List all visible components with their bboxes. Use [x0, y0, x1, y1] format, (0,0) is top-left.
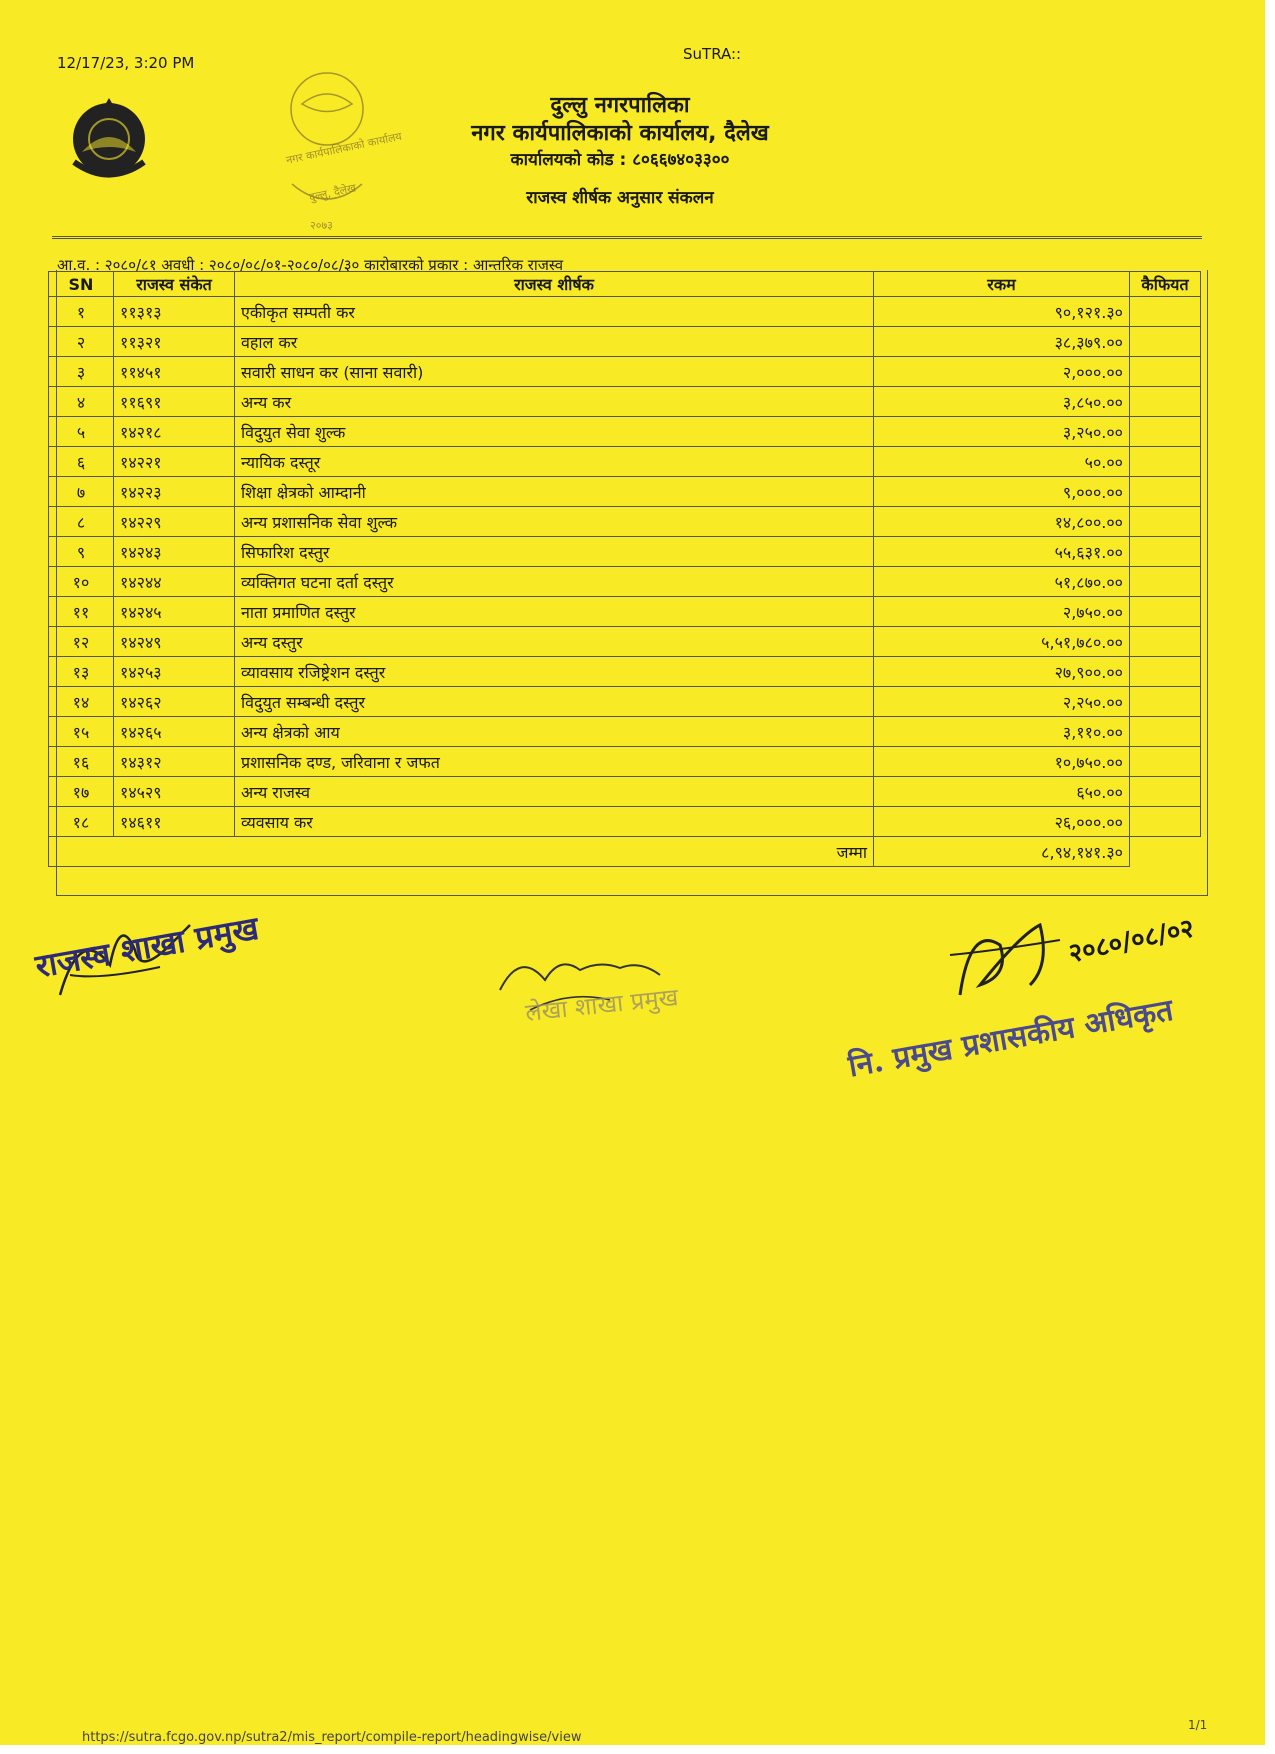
signature-cao: [940, 905, 1080, 1015]
office-code: कार्यालयको कोड : ८०६६७४०३३००: [510, 150, 730, 170]
row-title: अन्य कर: [235, 387, 874, 417]
col-sn: SN: [49, 272, 114, 297]
row-sn: १३: [49, 657, 114, 687]
row-amount: २७,९००.००: [874, 657, 1130, 687]
page-number: 1/1: [1188, 1718, 1208, 1732]
row-code: १४३१२: [114, 747, 235, 777]
row-title: न्यायिक दस्तूर: [235, 447, 874, 477]
row-remarks: [1130, 567, 1201, 597]
row-remarks: [1130, 717, 1201, 747]
row-amount: ३,८५०.००: [874, 387, 1130, 417]
row-title: अन्य राजस्व: [235, 777, 874, 807]
row-code: १४२४९: [114, 627, 235, 657]
row-title: सिफारिश दस्तुर: [235, 537, 874, 567]
total-label: जम्मा: [49, 837, 874, 867]
row-code: १४२१८: [114, 417, 235, 447]
row-title: प्रशासनिक दण्ड, जरिवाना र जफत: [235, 747, 874, 777]
row-code: १४२६५: [114, 717, 235, 747]
row-sn: ५: [49, 417, 114, 447]
row-remarks: [1130, 387, 1201, 417]
office-name: नगर कार्यपालिकाको कार्यालय, दैलेख: [471, 121, 769, 146]
header-divider: [52, 236, 1202, 239]
table-row: [49, 567, 1201, 597]
row-amount: ५१,८७०.००: [874, 567, 1130, 597]
row-amount: ६५०.००: [874, 777, 1130, 807]
row-sn: १५: [49, 717, 114, 747]
stamp-revenue-head: राजस्व शाखा प्रमुख: [32, 908, 262, 986]
total-row: [49, 837, 1201, 867]
table-row: [49, 297, 1201, 327]
row-remarks: [1130, 537, 1201, 567]
row-amount: ३८,३७९.००: [874, 327, 1130, 357]
nepal-emblem-icon: [64, 92, 154, 182]
row-code: १४२५३: [114, 657, 235, 687]
row-amount: ३,२५०.००: [874, 417, 1130, 447]
col-amount: रकम: [874, 272, 1130, 297]
table-row: [49, 807, 1201, 837]
row-amount: ५५,६३१.००: [874, 537, 1130, 567]
table-row: [49, 717, 1201, 747]
row-code: ११३२१: [114, 327, 235, 357]
row-title: सवारी साधन कर (साना सवारी): [235, 357, 874, 387]
table-row: [49, 747, 1201, 777]
row-remarks: [1130, 807, 1201, 837]
row-amount: ५,५१,७८०.००: [874, 627, 1130, 657]
row-sn: १२: [49, 627, 114, 657]
row-remarks: [1130, 357, 1201, 387]
revenue-table: [48, 271, 1201, 867]
row-sn: ६: [49, 447, 114, 477]
row-sn: ७: [49, 477, 114, 507]
table-row: [49, 357, 1201, 387]
report-header: [380, 92, 860, 210]
table-row: [49, 387, 1201, 417]
table-row: [49, 777, 1201, 807]
row-code: १४२२१: [114, 447, 235, 477]
row-title: शिक्षा क्षेत्रको आम्दानी: [235, 477, 874, 507]
row-amount: ९,०००.००: [874, 477, 1130, 507]
table-row: [49, 477, 1201, 507]
row-title: अन्य दस्तुर: [235, 627, 874, 657]
table-row: [49, 627, 1201, 657]
row-remarks: [1130, 447, 1201, 477]
row-sn: २: [49, 327, 114, 357]
row-title: अन्य प्रशासनिक सेवा शुल्क: [235, 507, 874, 537]
row-title: व्यक्तिगत घटना दर्ता दस्तुर: [235, 567, 874, 597]
row-amount: २,२५०.००: [874, 687, 1130, 717]
seal-year: २०७३: [310, 219, 333, 232]
row-remarks: [1130, 657, 1201, 687]
table-row: [49, 507, 1201, 537]
row-code: १४५२९: [114, 777, 235, 807]
col-code: राजस्व संकेत: [114, 272, 235, 297]
row-code: १४६११: [114, 807, 235, 837]
row-code: १४२४३: [114, 537, 235, 567]
stamp-cao: नि. प्रमुख प्रशासकीय अधिकृत: [845, 992, 1176, 1085]
row-remarks: [1130, 507, 1201, 537]
row-code: १४२२९: [114, 507, 235, 537]
row-remarks: [1130, 477, 1201, 507]
row-sn: ८: [49, 507, 114, 537]
table-row: [49, 417, 1201, 447]
row-code: १४२४४: [114, 567, 235, 597]
signature-date: २०८०/०८/०२: [1066, 913, 1197, 970]
total-amount: ८,९४,१४१.३०: [874, 837, 1130, 867]
report-title: राजस्व शीर्षक अनुसार संकलन: [526, 188, 714, 208]
seal-line-office: नगर कार्यपालिकाको कार्यालय: [284, 129, 403, 167]
row-amount: २,७५०.००: [874, 597, 1130, 627]
print-timestamp: 12/17/23, 3:20 PM: [57, 54, 195, 72]
row-sn: ११: [49, 597, 114, 627]
row-remarks: [1130, 777, 1201, 807]
row-remarks: [1130, 747, 1201, 777]
row-code: ११४५१: [114, 357, 235, 387]
row-sn: १०: [49, 567, 114, 597]
row-sn: ९: [49, 537, 114, 567]
stamp-accounts-head: लेखा शाखा प्रमुख: [524, 983, 680, 1027]
col-title: राजस्व शीर्षक: [235, 272, 874, 297]
row-amount: ९०,१२१.३०: [874, 297, 1130, 327]
table-row: [49, 597, 1201, 627]
row-title: एकीकृत सम्पती कर: [235, 297, 874, 327]
footer-url: https://sutra.fcgo.gov.np/sutra2/mis_report/compile-report/headingwise/view: [82, 1730, 582, 1745]
org-name: दुल्लु नगरपालिका: [550, 93, 690, 118]
row-remarks: [1130, 297, 1201, 327]
row-sn: ३: [49, 357, 114, 387]
row-title: अन्य क्षेत्रको आय: [235, 717, 874, 747]
row-remarks: [1130, 417, 1201, 447]
row-code: १४२२३: [114, 477, 235, 507]
table-row: [49, 447, 1201, 477]
row-sn: १६: [49, 747, 114, 777]
row-amount: ५०.००: [874, 447, 1130, 477]
row-remarks: [1130, 597, 1201, 627]
row-title: वहाल कर: [235, 327, 874, 357]
row-title: नाता प्रमाणित दस्तुर: [235, 597, 874, 627]
row-sn: १४: [49, 687, 114, 717]
col-remarks: कैफियत: [1130, 272, 1201, 297]
table-header-row: [49, 272, 1201, 297]
row-amount: ३,११०.००: [874, 717, 1130, 747]
row-amount: १०,७५०.००: [874, 747, 1130, 777]
row-title: विदुयुत सेवा शुल्क: [235, 417, 874, 447]
row-amount: १४,८००.००: [874, 507, 1130, 537]
table-row: [49, 327, 1201, 357]
table-row: [49, 537, 1201, 567]
row-amount: २,०००.००: [874, 357, 1130, 387]
row-amount: २६,०००.००: [874, 807, 1130, 837]
seal-line-place: दुल्लु, दैलेख: [307, 181, 358, 204]
row-remarks: [1130, 687, 1201, 717]
row-code: ११३१३: [114, 297, 235, 327]
row-title: व्यावसाय रजिष्ट्रेशन दस्तुर: [235, 657, 874, 687]
row-sn: १८: [49, 807, 114, 837]
row-code: १४२४५: [114, 597, 235, 627]
row-title: विदुयुत सम्बन्धी दस्तुर: [235, 687, 874, 717]
row-code: ११६९१: [114, 387, 235, 417]
table-row: [49, 687, 1201, 717]
row-remarks: [1130, 327, 1201, 357]
row-remarks: [1130, 627, 1201, 657]
app-name: SuTRA::: [683, 45, 742, 63]
row-sn: १७: [49, 777, 114, 807]
row-sn: ४: [49, 387, 114, 417]
row-code: १४२६२: [114, 687, 235, 717]
table-row: [49, 657, 1201, 687]
row-sn: १: [49, 297, 114, 327]
filter-line: आ.व. : २०८०/८१ अवधी : २०८०/०८/०१-२०८०/०८/३० कारोबारको प्रकार : आन्तरिक राजस्व: [57, 256, 564, 274]
row-title: व्यवसाय कर: [235, 807, 874, 837]
